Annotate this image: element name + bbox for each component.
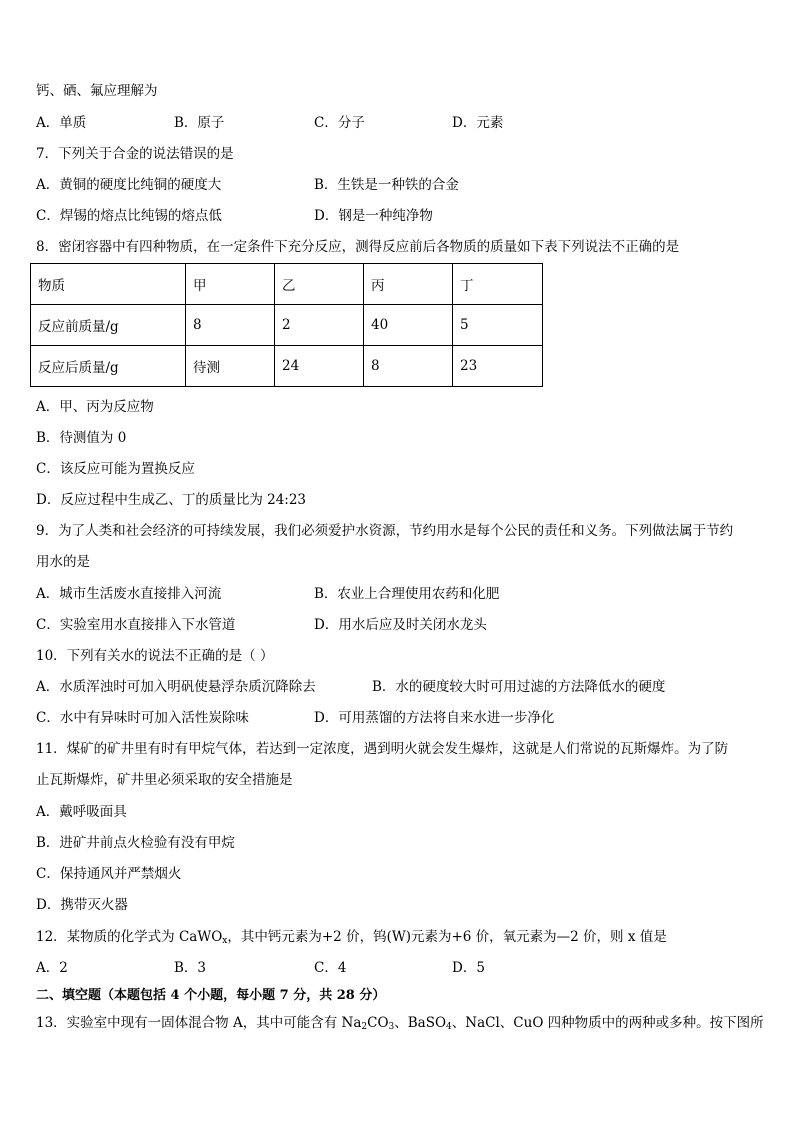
- q12-option-d: D．5: [452, 960, 485, 976]
- table-cell: 待测: [186, 346, 275, 387]
- q9-option-a: A．城市生活废水直接排入河流: [36, 586, 222, 602]
- table-cell: 8: [186, 305, 275, 346]
- q13-sub2: 3: [388, 1022, 395, 1032]
- q13-seg2: CO: [367, 1015, 389, 1031]
- q7-stem: 7．下列关于合金的说法错误的是: [36, 146, 234, 162]
- q13-sub1: 2: [361, 1022, 368, 1032]
- table-header-cell: 物质: [31, 264, 186, 305]
- q13-seg1: 13．实验室中现有一固体混合物 A，其中可能含有 Na: [36, 1015, 362, 1031]
- q7-option-c: C．焊锡的熔点比纯锡的熔点低: [36, 208, 222, 224]
- table-cell: 5: [453, 305, 543, 346]
- q8-option-d: D．反应过程中生成乙、丁的质量比为 24:23: [36, 492, 307, 508]
- table-header-cell: 乙: [275, 264, 364, 305]
- table-cell: 8: [364, 346, 453, 387]
- q13-stem: [36, 1014, 764, 1032]
- q10-option-b: B．水的硬度较大时可用过滤的方法降低水的硬度: [372, 679, 666, 695]
- q13-seg3: 、BaSO: [394, 1015, 447, 1031]
- table-cell: 24: [275, 346, 364, 387]
- q10-option-a: A．水质浑浊时可加入明矾使悬浮杂质沉降除去: [36, 679, 316, 695]
- q12-option-c: C．4: [314, 960, 347, 976]
- q7-option-b: B．生铁是一种铁的合金: [314, 177, 459, 193]
- q11-option-c: C．保持通风并严禁烟火: [36, 866, 182, 882]
- q6-option-d: D．元素: [452, 115, 504, 131]
- table-cell: 反应后质量/g: [31, 346, 186, 387]
- table-header-row: [31, 264, 543, 305]
- q8-mass-table: [30, 263, 543, 387]
- section-heading: 二、填空题（本题包括 4 个小题，每小题 7 分，共 28 分）: [36, 988, 386, 1003]
- q9-stem-line1: 9．为了人类和社会经济的可持续发展，我们必须爱护水资源，节约用水是每个公民的责任和义务。下列做法属于节约: [36, 523, 734, 539]
- q6-stem: 钙、硒、氟应理解为: [36, 83, 158, 99]
- q8-option-a: A．甲、丙为反应物: [36, 399, 154, 415]
- q9-stem-line2: 用水的是: [36, 554, 90, 570]
- q11-stem-line2: 止瓦斯爆炸，矿井里必须采取的安全措施是: [36, 772, 293, 788]
- q11-option-d: D．携带灭火器: [36, 897, 128, 913]
- q11-option-b: B．进矿井前点火检验有没有甲烷: [36, 835, 235, 851]
- table-row: [31, 305, 543, 346]
- q9-option-b: B．农业上合理使用农药和化肥: [314, 586, 500, 602]
- q12-stem: [36, 928, 667, 946]
- q9-option-d: D．用水后应及时关闭水龙头: [314, 617, 487, 633]
- table-cell: 2: [275, 305, 364, 346]
- q11-option-a: A．戴呼吸面具: [36, 804, 127, 820]
- q7-option-a: A．黄铜的硬度比纯铜的硬度大: [36, 177, 222, 193]
- table-header-cell: 丁: [453, 264, 543, 305]
- q8-option-c: C．该反应可能为置换反应: [36, 461, 195, 477]
- q12-stem-post: ，其中钙元素为+2 价，钨(W)元素为+6 价，氧元素为—2 价，则 x 值是: [227, 929, 667, 945]
- q10-option-c: C．水中有异味时可加入活性炭除味: [36, 710, 249, 726]
- q8-option-b: B．待测值为 0: [36, 430, 127, 446]
- q6-option-a: A．单质: [36, 115, 87, 131]
- q12-option-b: B．3: [174, 960, 207, 976]
- q6-option-b: B．原子: [174, 115, 225, 131]
- q12-option-a: A．2: [36, 960, 68, 976]
- table-cell: 40: [364, 305, 453, 346]
- table-header-cell: 甲: [186, 264, 275, 305]
- table-cell: 23: [453, 346, 543, 387]
- q10-option-d: D．可用蒸馏的方法将自来水进一步净化: [314, 710, 555, 726]
- q12-stem-subscript: x: [222, 936, 228, 946]
- q8-stem: 8．密闭容器中有四种物质，在一定条件下充分反应，测得反应前后各物质的质量如下表下列说法不正确的是: [36, 239, 680, 255]
- q6-option-c: C．分子: [314, 115, 365, 131]
- q13-sub3: 4: [446, 1022, 452, 1032]
- table-row: [31, 346, 543, 387]
- q10-stem: 10．下列有关水的说法不正确的是（ ）: [36, 648, 274, 664]
- table-cell: 反应前质量/g: [31, 305, 186, 346]
- q9-option-c: C．实验室用水直接排入下水管道: [36, 617, 236, 633]
- q7-option-d: D．钢是一种纯净物: [314, 208, 433, 224]
- q12-stem-pre: 12．某物质的化学式为 CaWO: [36, 929, 223, 945]
- q11-stem-line1: 11．煤矿的矿井里有时有甲烷气体，若达到一定浓度，遇到明火就会发生爆炸，这就是人们常说的瓦斯爆炸。为了防: [36, 741, 729, 757]
- table-header-cell: 丙: [364, 264, 453, 305]
- q13-seg4: 、NaCl、CuO 四种物质中的两种或多种。按下图所: [451, 1015, 764, 1031]
